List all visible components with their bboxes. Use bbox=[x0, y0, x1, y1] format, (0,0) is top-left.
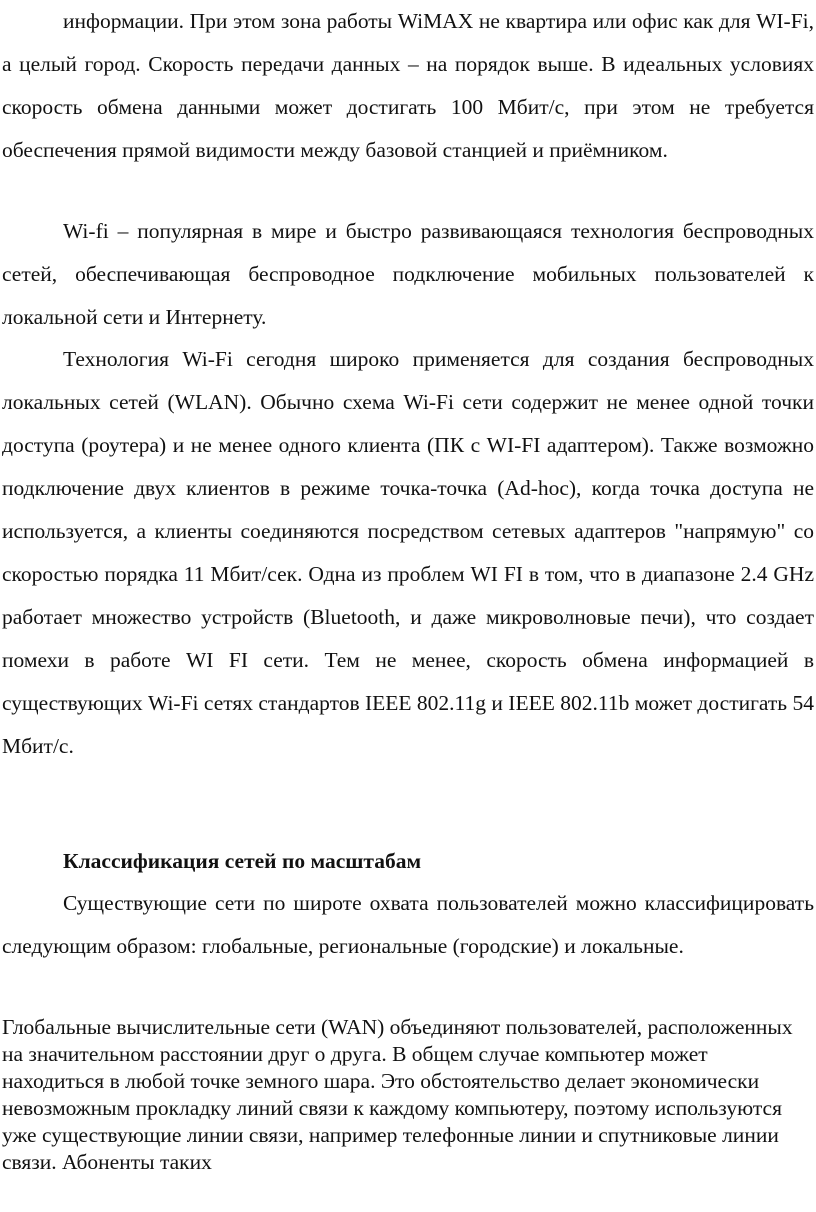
paragraph-wifi-technology: Технология Wi-Fi сегодня широко применяется для создания беспроводных локальных сетей (WLAN). Обычно схема Wi-Fi сети содержит не менее одной точки доступа (роутера) и не менее одного клиента (ПК с WI-FI адаптером). Также возможно подключение двух клиентов в режиме точка-точка (Ad-hoc), когда точка доступа не используется, а клиенты соединяются посредством сетевых адаптеров "напрямую" со скоростью порядка 11 Мбит/сек. Одна из проблем WI FI в том, что в диапазоне 2.4 GHz работает множество устройств (Bluetooth, и даже микроволновые печи), что создает помехи в работе WI FI сети. Тем не менее, скорость обмена информацией в существующих Wi-Fi сетях стандартов IEEE 802.11g и IEEE 802.11b может достигать 54 Мбит/с. bbox=[2, 347, 814, 758]
section-heading: Классификация сетей по масштабам bbox=[63, 849, 422, 873]
paragraph-wimax: информации. При этом зона работы WiMAX не квартира или офис как для WI-Fi, а целый город. Скорость передачи данных – на порядок выше. В идеальных условиях скорость обмена данными может достигать 100 Мбит/с, при этом не требуется обеспечения прямой видимости между базовой станцией и приёмником. bbox=[2, 9, 814, 162]
paragraph-classification: Существующие сети по широте охвата пользователей можно классифицировать следующим образом: глобальные, региональные (городские) и локальные. bbox=[2, 891, 814, 958]
paragraph-wan: Глобальные вычислительные сети (WAN) объединяют пользователей, расположенных на значительном расстоянии друг о друга. В общем случае компьютер может находиться в любой точке земного шара. Это обстоятельство делает экономически невозможным прокладку линий связи к каждому компьютеру, поэтому используются уже существующие линии связи, например телефонные линии и спутниковые линии связи. Абоненты таких bbox=[2, 1015, 793, 1174]
paragraph-wifi-intro: Wi-fi – популярная в мире и быстро развивающаяся технология беспроводных сетей, обеспечивающая беспроводное подключение мобильных пользователей к локальной сети и Интернету. bbox=[2, 219, 814, 329]
